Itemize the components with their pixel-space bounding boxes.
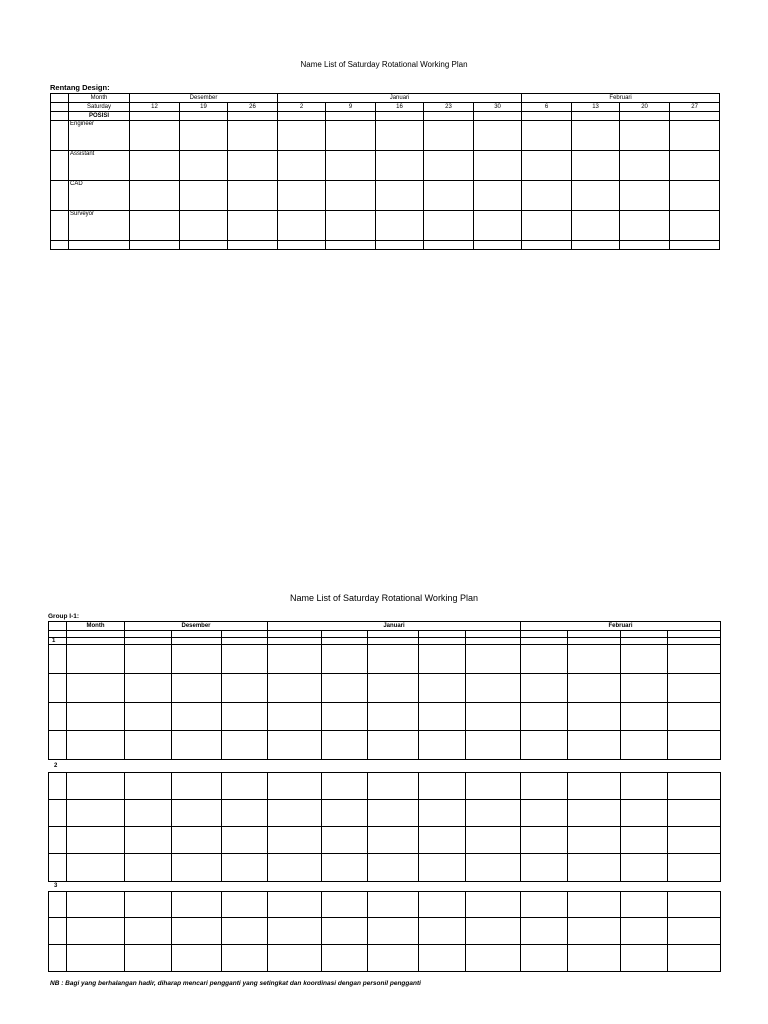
position-label: Surveyor	[69, 211, 130, 241]
group-number: 3	[54, 883, 58, 889]
position-label: Engineer	[69, 121, 130, 151]
group-1-row	[49, 674, 721, 703]
saturday-date: 23	[424, 103, 474, 112]
group-2-row	[49, 854, 721, 882]
group-number-row	[49, 638, 721, 645]
footnote: NB : Bagi yang berhalangan hadir, diharap mencari pengganti yang setingkat dan koordinasi dengan personil pengganti	[50, 980, 421, 987]
position-row-cad	[51, 181, 720, 211]
month-desember: Desember	[130, 94, 278, 103]
posisi-row	[51, 112, 720, 121]
bottom-title: Name List of Saturday Rotational Working Plan	[290, 593, 478, 603]
group-3-row	[49, 945, 721, 972]
group-1-row	[49, 645, 721, 674]
group-3-table	[48, 891, 721, 972]
saturday-row	[51, 103, 720, 112]
group-2-row	[49, 800, 721, 827]
top-title: Name List of Saturday Rotational Working Plan	[300, 60, 468, 69]
position-label: CAD	[69, 181, 130, 211]
saturday-date: 16	[376, 103, 424, 112]
position-row-assistant	[51, 151, 720, 181]
saturday-date: 27	[670, 103, 720, 112]
position-row-engineer	[51, 121, 720, 151]
saturday-date: 30	[474, 103, 522, 112]
group-2-row	[49, 773, 721, 800]
bottom-month-januari: Januari	[268, 622, 521, 631]
saturday-header: Saturday	[69, 103, 130, 112]
empty-row	[51, 241, 720, 250]
saturday-date: 9	[326, 103, 376, 112]
group-3-row	[49, 892, 721, 918]
saturday-date: 13	[572, 103, 620, 112]
saturday-date: 20	[620, 103, 670, 112]
group-1-row	[49, 703, 721, 731]
bottom-month-desember: Desember	[125, 622, 268, 631]
saturday-date: 6	[522, 103, 572, 112]
top-schedule-table	[50, 93, 720, 250]
group-1-row	[49, 731, 721, 760]
group-label: Group I-1:	[48, 613, 80, 620]
saturday-date: 2	[278, 103, 326, 112]
month-row	[51, 94, 720, 103]
group-3-row	[49, 918, 721, 945]
bottom-month-header: Month	[67, 622, 125, 631]
group-number: 2	[54, 763, 58, 769]
posisi-header: POSISI	[69, 112, 130, 121]
bottom-month-februari: Februari	[521, 622, 721, 631]
group-2-table	[48, 772, 721, 882]
rentang-design-label: Rentang Design:	[50, 83, 110, 92]
saturday-date: 19	[180, 103, 228, 112]
group-2-row	[49, 827, 721, 854]
group-1-table	[48, 621, 721, 760]
bottom-month-row	[49, 622, 721, 631]
group-number: 1	[49, 638, 67, 645]
month-februari: Februari	[522, 94, 720, 103]
position-row-surveyor	[51, 211, 720, 241]
position-label: Assistant	[69, 151, 130, 181]
month-januari: Januari	[278, 94, 522, 103]
saturday-date: 26	[228, 103, 278, 112]
month-header: Month	[69, 94, 130, 103]
saturday-date: 12	[130, 103, 180, 112]
